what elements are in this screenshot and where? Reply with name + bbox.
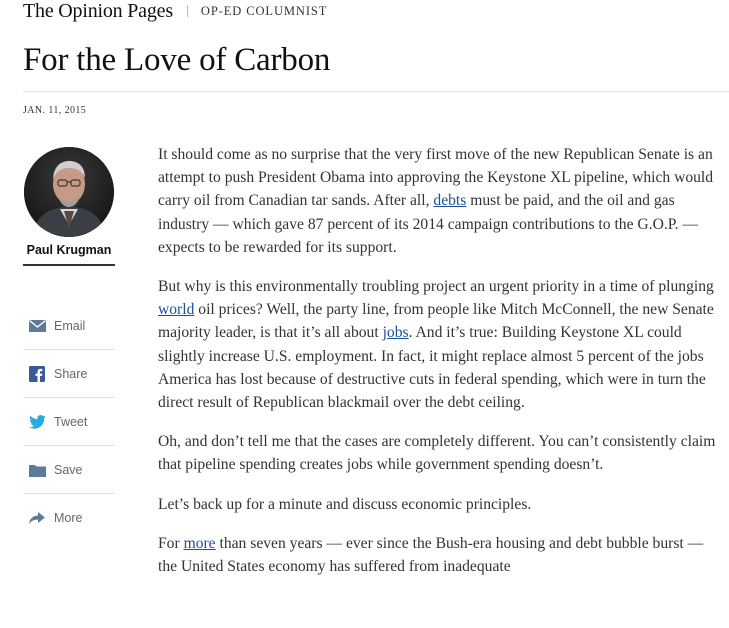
paragraph-text: . And it’s true: Building Keystone XL could slightly increase U.S. employment. In fact, it might replace almost 5 percent of the jobs America has lost because of destructive cuts in federal spending, which were in turn the direct result of Republican blackmail over the debt ceiling. [158, 324, 706, 412]
twitter-icon [28, 414, 46, 430]
share-twitter-button[interactable] [23, 398, 115, 446]
envelope-icon [28, 318, 46, 334]
story-paragraph: Oh, and don’t tell me that the cases are completely different. You can’t consistently claim that pipeline spending creates jobs while government spending doesn’t. [158, 433, 716, 474]
paragraph-text: oil prices? Well, the party line, from people like Mitch McConnell, the new Senate majority leader, is that it’s all about [158, 301, 714, 342]
story-paragraph [158, 532, 718, 578]
author-name[interactable]: Paul Krugman [26, 243, 112, 257]
story-paragraph: Let’s back up for a minute and discuss economic principles. [158, 495, 532, 513]
link-more[interactable]: more [183, 534, 216, 552]
share-facebook-label: Share [54, 367, 88, 381]
masthead-separator [187, 5, 188, 17]
paragraph-text: must be paid, and the oil and gas industry — which gave 87 percent of its 2014 campaign contributions to the G.O.P. — expects to be rewarded for its support. [158, 192, 699, 256]
share-facebook-button[interactable] [23, 350, 115, 398]
share-email-label: Email [54, 319, 86, 333]
article-date: JAN. 11, 2015 [23, 105, 87, 116]
link-world[interactable]: world [158, 301, 195, 319]
paragraph-text: But why is this environmentally troubling project an urgent priority in a time of plunging [158, 278, 714, 296]
author-underline [23, 264, 115, 266]
article-headline: For the Love of Carbon [23, 42, 331, 78]
paragraph-text: than seven years — ever since the Bush-era housing and debt bubble burst — the United States economy has suffered from inadequate [158, 534, 704, 576]
paragraph-text: It should come as no surprise that the very first move of the new Republican Senate is an attempt to push President Obama into approving the Keystone XL pipeline, which would carry oil from Canadian tar sands. After all, [158, 146, 714, 210]
save-label: Save [54, 463, 83, 477]
article-body [158, 143, 718, 594]
section-name[interactable]: The Opinion Pages [23, 0, 173, 22]
facebook-icon [28, 366, 46, 382]
paragraph-text: For [158, 534, 184, 552]
share-tools [23, 302, 115, 541]
share-email-button[interactable] [23, 302, 115, 350]
share-arrow-icon [28, 510, 46, 526]
more-label: More [54, 511, 83, 525]
column-kicker[interactable]: OP-ED COLUMNIST [200, 3, 328, 18]
share-twitter-label: Tweet [54, 415, 88, 429]
link-debts[interactable]: debts [433, 192, 467, 210]
masthead [23, 0, 327, 22]
author-avatar[interactable] [24, 147, 114, 237]
headline-divider [23, 91, 729, 92]
story-paragraph [158, 143, 718, 259]
more-share-button[interactable] [23, 494, 115, 541]
link-jobs[interactable]: jobs [382, 324, 409, 342]
save-article-button[interactable] [23, 446, 115, 494]
story-paragraph [158, 275, 718, 414]
folder-icon [28, 462, 46, 478]
